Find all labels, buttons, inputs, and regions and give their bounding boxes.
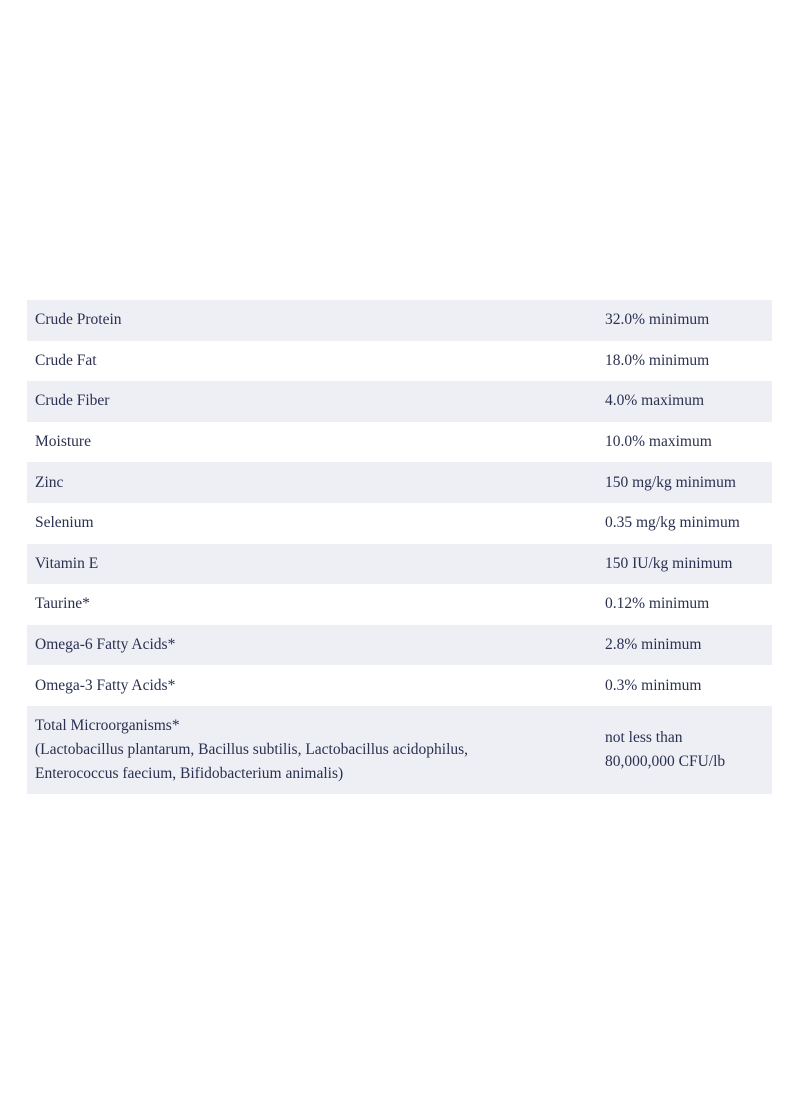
table-row-microorganisms xyxy=(27,706,772,794)
table-row xyxy=(27,503,772,544)
guaranteed-analysis-table xyxy=(27,300,772,794)
microorganisms-value-line-2: 80,000,000 CFU/lb xyxy=(605,752,726,770)
nutrient-name: Selenium xyxy=(35,514,94,532)
microorganisms-title: Total Microorganisms* xyxy=(35,716,180,734)
microorganisms-strains-line-1: (Lactobacillus plantarum, Bacillus subtilis, Lactobacillus acidophilus, xyxy=(35,740,469,758)
table-row xyxy=(27,300,772,341)
nutrient-value: 0.12% minimum xyxy=(605,595,710,613)
table-row xyxy=(27,625,772,666)
table-row xyxy=(27,422,772,463)
nutrient-value: 0.3% minimum xyxy=(605,676,702,694)
nutrient-name: Omega-3 Fatty Acids* xyxy=(35,676,176,694)
nutrient-name: Zinc xyxy=(35,473,64,491)
nutrient-name: Omega-6 Fatty Acids* xyxy=(35,636,176,654)
nutrient-name: Crude Protein xyxy=(35,311,122,329)
nutrient-name: Moisture xyxy=(35,433,91,451)
nutrient-name: Crude Fiber xyxy=(35,392,110,410)
table-row xyxy=(27,462,772,503)
nutrient-name: Taurine* xyxy=(35,595,90,613)
nutrient-value: 4.0% maximum xyxy=(605,392,705,410)
microorganisms-name xyxy=(27,714,597,786)
nutrient-value: 10.0% maximum xyxy=(605,433,712,451)
table-row xyxy=(27,381,772,422)
nutrient-value: 150 IU/kg minimum xyxy=(605,554,733,572)
microorganisms-value-line-1: not less than xyxy=(605,728,683,746)
table-row xyxy=(27,341,772,382)
microorganisms-value xyxy=(597,726,772,774)
table-row xyxy=(27,584,772,625)
table-row xyxy=(27,544,772,585)
nutrient-value: 0.35 mg/kg minimum xyxy=(605,514,740,532)
nutrient-value: 32.0% minimum xyxy=(605,311,710,329)
nutrient-value: 2.8% minimum xyxy=(605,636,702,654)
nutrient-value: 18.0% minimum xyxy=(605,351,710,369)
nutrient-value: 150 mg/kg minimum xyxy=(605,473,736,491)
table-row xyxy=(27,665,772,706)
nutrient-name: Vitamin E xyxy=(35,554,99,572)
nutrient-name: Crude Fat xyxy=(35,351,97,369)
microorganisms-strains-line-2: Enterococcus faecium, Bifidobacterium animalis) xyxy=(35,764,344,782)
